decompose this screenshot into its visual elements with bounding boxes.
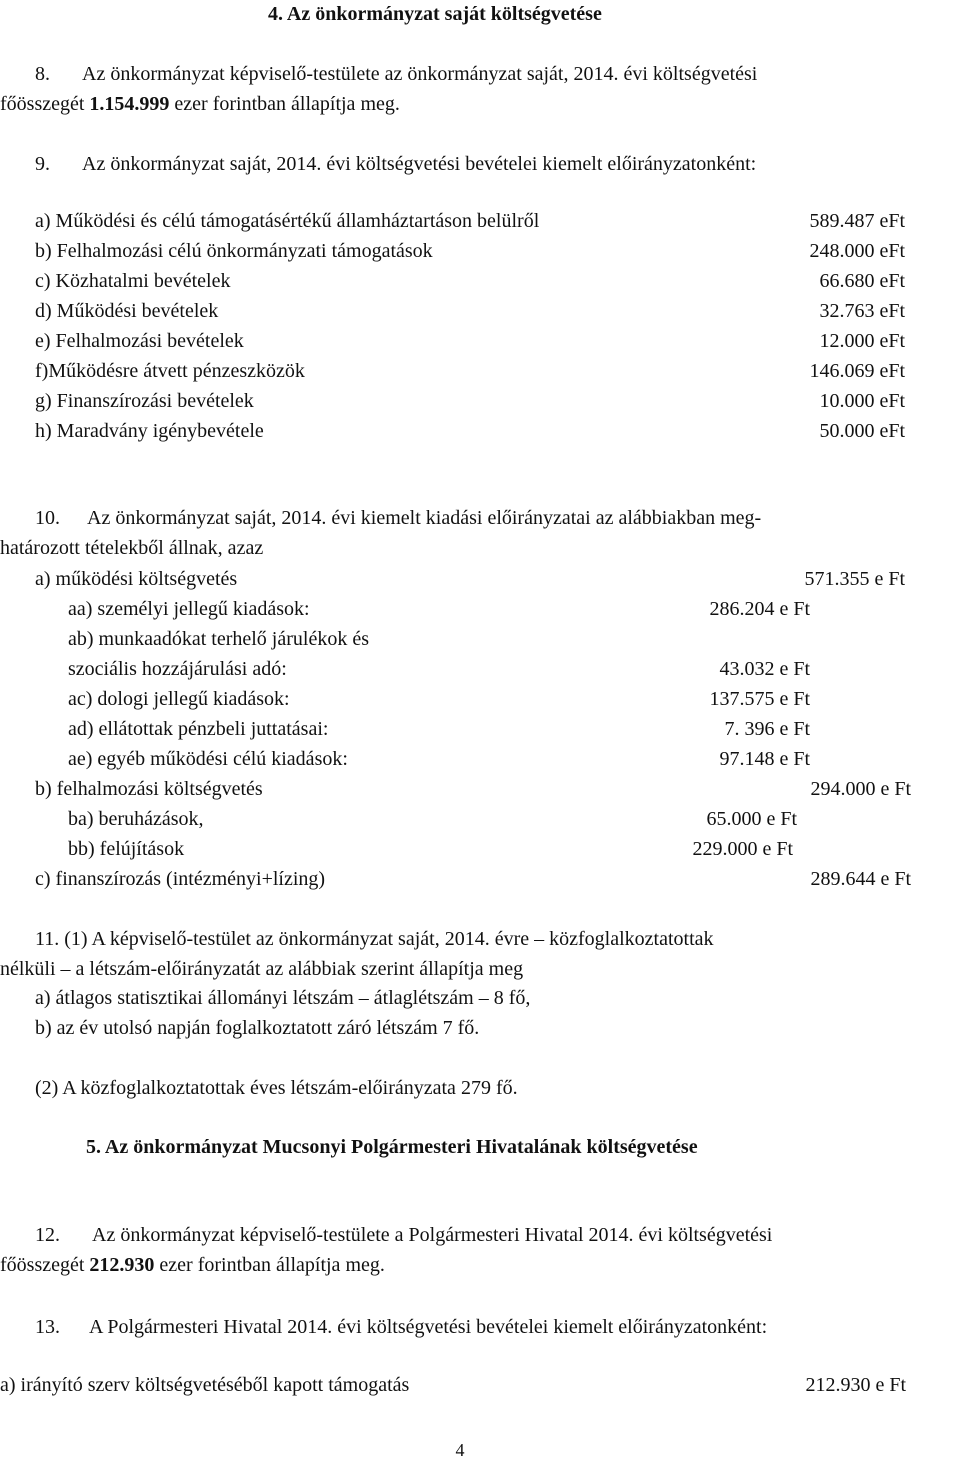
paragraph-12-line2	[0, 1255, 385, 1275]
expense-ad-label: ad) ellátottak pénzbeli juttatásai:	[68, 718, 329, 740]
paragraph-13-text: A Polgármesteri Hivatal 2014. évi költségvetési bevételei kiemelt előirányzatonként:	[89, 1316, 768, 1338]
revenue-label: d) Működési bevételek	[35, 300, 219, 322]
expense-bb-value: 229.000 e Ft	[692, 838, 793, 860]
page-number: 4	[455, 1440, 465, 1460]
expense-ba-label: ba) beruházások,	[68, 808, 204, 830]
section-heading-5: 5. Az önkormányzat Mucsonyi Polgármesteri Hivatalának költségvetése	[86, 1136, 698, 1158]
paragraph-11-item-a: a) átlagos statisztikai állományi létszám ‒ átlaglétszám ‒ 8 fő,	[35, 987, 531, 1009]
revenue-value: 12.000 eFt	[819, 330, 905, 352]
expense-b-label: b) felhalmozási költségvetés	[35, 778, 263, 800]
paragraph-8-amount: 1.154.999	[89, 93, 170, 115]
paragraph-11-line1: 11. (1) A képviselő-testület az önkormányzat saját, 2014. évre ‒ közfoglalkoztatottak	[35, 928, 714, 950]
expense-ac-label: ac) dologi jellegű kiadások:	[68, 688, 290, 710]
expense-b-value: 294.000 e Ft	[810, 778, 911, 800]
expense-aa-label: aa) személyi jellegű kiadások:	[68, 598, 310, 620]
paragraph-11-item-b: b) az év utolsó napján foglalkoztatott záró létszám 7 fő.	[35, 1017, 480, 1039]
expense-c-value: 289.644 e Ft	[810, 868, 911, 890]
paragraph-8-line1: Az önkormányzat képviselő-testülete az önkormányzat saját, 2014. évi költségvetési	[82, 63, 758, 85]
paragraph-12-post: ezer forintban állapítja meg.	[154, 1254, 385, 1276]
expense-ab-value: 43.032 e Ft	[719, 658, 810, 680]
paragraph-8-line2	[0, 94, 400, 114]
revenue-value: 146.069 eFt	[809, 360, 905, 382]
expense-ba-value: 65.000 e Ft	[706, 808, 797, 830]
expense-ab-line1: ab) munkaadókat terhelő járulékok és	[68, 628, 369, 650]
paragraph-8-number: 8.	[35, 63, 50, 85]
paragraph-12-line1: Az önkormányzat képviselő-testülete a Polgármesteri Hivatal 2014. évi költségvetési	[92, 1224, 773, 1246]
section-heading-4: 4. Az önkormányzat saját költségvetése	[268, 3, 602, 25]
revenue-label: a) Működési és célú támogatásértékű államháztartáson belülről	[35, 210, 540, 232]
paragraph-11-sub-2: (2) A közfoglalkoztatottak éves létszám-előirányzata 279 fő.	[35, 1077, 518, 1099]
paragraph-12-number: 12.	[35, 1224, 60, 1246]
paragraph-10-number: 10.	[35, 507, 60, 529]
expense-ab-label: szociális hozzájárulási adó:	[68, 658, 287, 680]
expense-ac-value: 137.575 e Ft	[709, 688, 810, 710]
revenue-value: 66.680 eFt	[819, 270, 905, 292]
revenue-label: g) Finanszírozási bevételek	[35, 390, 254, 412]
paragraph-9-number: 9.	[35, 153, 50, 175]
revenue-value: 50.000 eFt	[819, 420, 905, 442]
paragraph-13-number: 13.	[35, 1316, 60, 1338]
expense-ae-value: 97.148 e Ft	[719, 748, 810, 770]
expense-c-label: c) finanszírozás (intézményi+lízing)	[35, 868, 326, 890]
expense-bb-label: bb) felújítások	[68, 838, 185, 860]
paragraph-10-line1: Az önkormányzat saját, 2014. évi kiemelt kiadási előirányzatai az alábbiakban meg-	[87, 507, 762, 529]
revenue-value: 32.763 eFt	[819, 300, 905, 322]
expense-ad-value: 7. 396 e Ft	[724, 718, 810, 740]
paragraph-10-line2: határozott tételekből állnak, azaz	[0, 537, 264, 559]
revenue-value: 10.000 eFt	[819, 390, 905, 412]
revenue-label: b) Felhalmozási célú önkormányzati támogatások	[35, 240, 433, 262]
paragraph-11-line2: nélküli ‒ a létszám-előirányzatát az alábbiak szerint állapítja meg	[0, 958, 524, 980]
expense-aa-value: 286.204 e Ft	[709, 598, 810, 620]
expense-a-label: a) működési költségvetés	[35, 568, 238, 590]
revenue-label: e) Felhalmozási bevételek	[35, 330, 244, 352]
expense-ae-label: ae) egyéb működési célú kiadások:	[68, 748, 348, 770]
revenue-value: 248.000 eFt	[809, 240, 905, 262]
paragraph-12-amount: 212.930	[89, 1254, 155, 1276]
office-revenue-label: a) irányító szerv költségvetéséből kapott támogatás	[0, 1374, 410, 1396]
office-revenue-value: 212.930 e Ft	[805, 1374, 906, 1396]
revenue-value: 589.487 eFt	[809, 210, 905, 232]
expense-a-value: 571.355 e Ft	[804, 568, 905, 590]
paragraph-8-pre: főösszegét	[0, 93, 90, 115]
revenue-label: f)Működésre átvett pénzeszközök	[35, 360, 305, 382]
paragraph-8-post: ezer forintban állapítja meg.	[169, 93, 400, 115]
revenue-label: h) Maradvány igénybevétele	[35, 420, 264, 442]
paragraph-9-text: Az önkormányzat saját, 2014. évi költségvetési bevételei kiemelt előirányzatonként:	[82, 153, 757, 175]
revenue-label: c) Közhatalmi bevételek	[35, 270, 231, 292]
paragraph-12-pre: főösszegét	[0, 1254, 90, 1276]
